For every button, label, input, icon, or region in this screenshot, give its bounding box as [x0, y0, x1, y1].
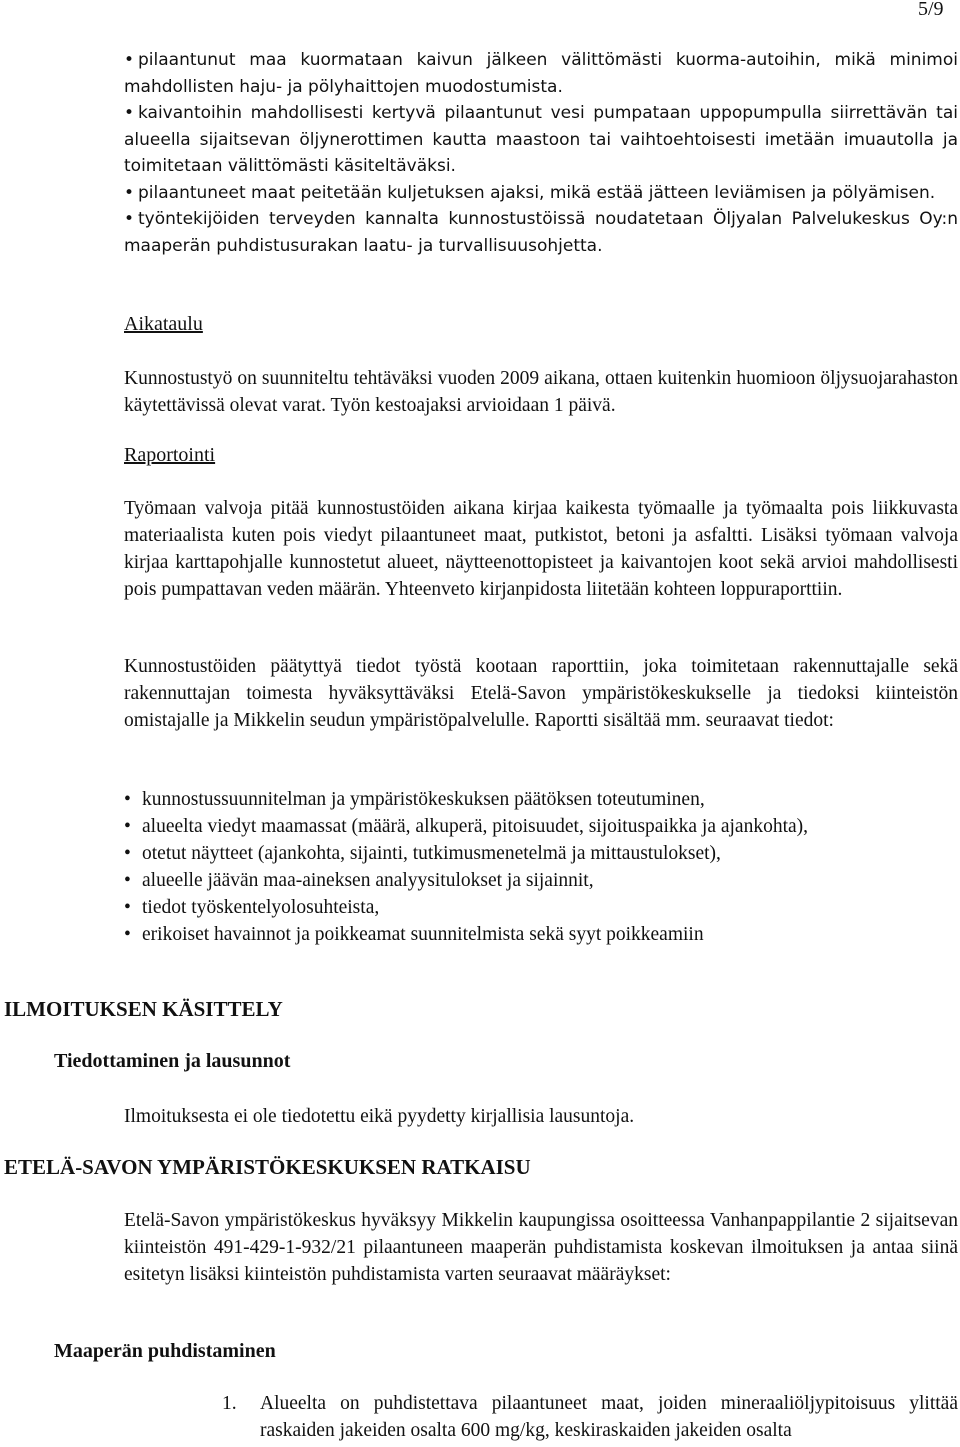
list-item: • alueelle jäävän maa-aineksen analyysitulokset ja sijainnit,	[124, 870, 594, 891]
subheading-tiedottaminen: Tiedottaminen ja lausunnot	[54, 1050, 291, 1072]
ratkaisu-text: Etelä-Savon ympäristökeskus hyväksyy Mikkelin kaupungissa osoitteessa Vanhanpappilantie 2 sijaitsevan kiinteistön 491-429-1-932/21 pilaantuneen maaperän puhdistamista koskevan ilmoituksen ja antaa siinä esitetyn lisäksi kiinteistön puhdistamista varten seuraavat määräykset:	[124, 1210, 958, 1285]
list-item: • otetut näytteet (ajankohta, sijainti, tutkimusmenetelmä ja mittaustulokset),	[124, 843, 721, 864]
list-item: • erikoiset havainnot ja poikkeamat suunnitelmista sekä syyt poikkeamiin	[124, 924, 704, 945]
subheading-maaperan-puhdistaminen: Maaperän puhdistaminen	[54, 1340, 276, 1362]
bullet-item: • työntekijöiden terveyden kannalta kunnostustöissä noudatetaan Öljyalan Palvelukeskus Oy:n maaperän puhdistusurakan laatu- ja turvallisuusohjetta.	[124, 209, 958, 256]
aikataulu-text: Kunnostustyö on suunniteltu tehtäväksi vuoden 2009 aikana, ottaen kuitenkin huomioon öljysuojarahaston käytettävissä olevat varat. Työn kestoajaksi arvioidaan 1 päivä.	[124, 368, 958, 416]
list-item: • tiedot työskentelyolosuhteista,	[124, 897, 380, 918]
section-heading-raportointi: Raportointi	[124, 444, 216, 466]
list-item: • alueelta viedyt maamassat (määrä, alkuperä, pitoisuudet, sijoituspaikka ja ajankohta),	[124, 816, 809, 837]
bullet-item: • kaivantoihin mahdollisesti kertyvä pilaantunut vesi pumpataan uppopumpulla siirrettävän tai alueella sijaitsevan öljynerottimen kautta maastoon tai vaihtoehtoisesti imetään imuautolla ja toimitetaan välittömästi käsiteltäväksi.	[124, 103, 958, 176]
list-item: • kunnostussuunnitelman ja ympäristökeskuksen päätöksen toteutuminen,	[124, 789, 705, 810]
section-heading-ratkaisu: ETELÄ-SAVON YMPÄRISTÖKESKUKSEN RATKAISU	[4, 1155, 531, 1179]
raportointi-paragraph-1: Työmaan valvoja pitää kunnostustöiden aikana kirjaa kaikesta työmaalle ja työmaalta pois liikkuvasta materiaalista kuten pois viedyt pilaantuneet maat, putkistot, betoni ja asfaltti. Lisäksi työmaan valvoja kirjaa karttapohjalle kunnostetut alueet, näytteenottopisteet ja kaivantojen koot sekä arvioi mahdollisesti pois pumpattavan veden määrän. Yhteenveto kirjanpidosta liitetään kohteen loppuraporttiin.	[124, 498, 958, 600]
raportointi-paragraph-2: Kunnostustöiden päätyttyä tiedot työstä kootaan raporttiin, joka toimitetaan rakennuttajalle sekä rakennuttajan toimesta hyväksyttäväksi Etelä-Savon ympäristökeskukselle ja tiedoksi kiinteistön omistajalle ja Mikkelin seudun ympäristöpalvelulle. Raportti sisältää mm. seuraavat tiedot:	[124, 656, 958, 731]
section-heading-ilmoituksen-kasittely: ILMOITUKSEN KÄSITTELY	[4, 997, 283, 1021]
bullet-item: • pilaantuneet maat peitetään kuljetuksen ajaksi, mikä estää jätteen leviämisen ja pölyämisen.	[124, 182, 936, 203]
item-text: Alueelta on puhdistettava pilaantuneet maat, joiden mineraaliöljypitoisuus ylittää raskaiden jakeiden osalta 600 mg/kg, keskiraskaiden jakeiden osalta	[260, 1393, 958, 1441]
raportointi-list	[124, 786, 958, 948]
section-heading-aikataulu: Aikataulu	[124, 313, 203, 335]
item-number: 1.	[222, 1393, 237, 1414]
bullet-item: • pilaantunut maa kuormataan kaivun jälkeen välittömästi kuorma-autoihin, mikä minimoi mahdollisten haju- ja pölyhaittojen muodostumista.	[124, 50, 958, 97]
top-bullet-list	[124, 47, 958, 259]
numbered-item-1	[222, 1390, 958, 1444]
page-number: 5/9	[918, 0, 944, 20]
ilmoitus-text: Ilmoituksesta ei ole tiedotettu eikä pyydetty kirjallisia lausuntoja.	[124, 1106, 635, 1127]
